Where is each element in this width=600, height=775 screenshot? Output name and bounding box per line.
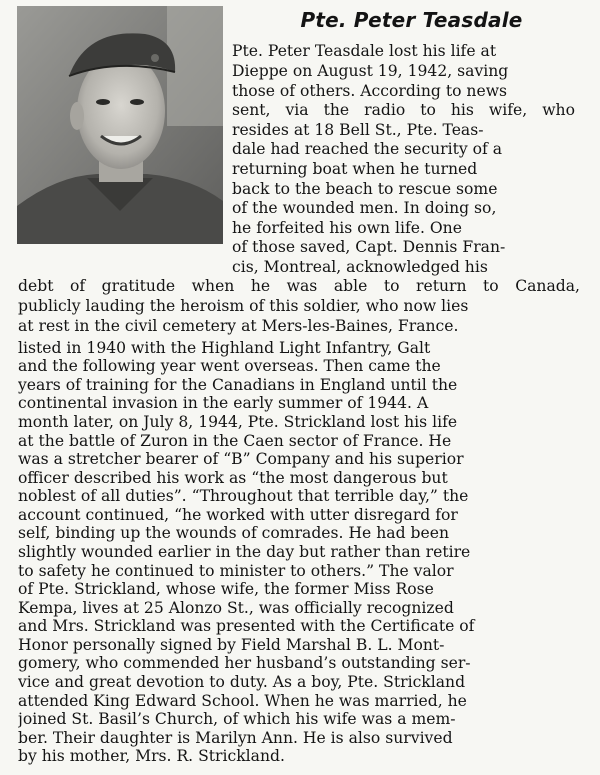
body-line: self, binding up the wounds of comrades. He had been (18, 524, 449, 542)
body-line: debt of gratitude when he was able to return to Canada, (18, 277, 580, 295)
body-line: ber. Their daughter is Marilyn Ann. He is also survived (18, 729, 453, 747)
body-line: dale had reached the security of a (232, 140, 503, 158)
body-line: listed in 1940 with the Highland Light Infantry, Galt (18, 339, 431, 357)
body-line: at the battle of Zuron in the Caen sector of France. He (18, 432, 452, 450)
body-line: cis, Montreal, acknowledged his (232, 258, 488, 276)
body-line: joined St. Basil’s Church, of which his wife was a mem- (18, 710, 456, 728)
body-line: vice and great devotion to duty. As a boy, Pte. Strickland (18, 673, 466, 691)
body-line: gomery, who commended her husband’s outstanding ser- (18, 654, 471, 672)
body-line: he forfeited his own life. One (232, 219, 462, 237)
body-line: those of others. According to news (232, 82, 508, 100)
body-line: sent, via the radio to his wife, who (232, 101, 575, 119)
body-line: Dieppe on August 19, 1942, saving (232, 62, 509, 80)
body-line: returning boat when he turned (232, 160, 478, 178)
body-line: back to the beach to rescue some (232, 180, 498, 198)
body-line: noblest of all duties”. “Throughout that terrible day,” the (18, 487, 469, 505)
body-line: month later, on July 8, 1944, Pte. Strickland lost his life (18, 413, 458, 431)
body-line: was a stretcher bearer of “B” Company and his superior (18, 450, 464, 468)
section-divider (18, 333, 580, 334)
article-title: Pte. Peter Teasdale (300, 8, 523, 32)
body-line: and the following year went overseas. Then came the (18, 357, 441, 375)
body-line: to safety he continued to minister to others.” The valor (18, 562, 454, 580)
portrait-photo-graphic (17, 6, 223, 244)
body-line: attended King Edward School. When he was married, he (18, 692, 467, 710)
body-line: Pte. Peter Teasdale lost his life at (232, 42, 497, 60)
body-line: at rest in the civil cemetery at Mers-les-Baines, France. (18, 317, 459, 335)
body-line: years of training for the Canadians in England until the (18, 376, 458, 394)
body-line: slightly wounded earlier in the day but rather than retire (18, 543, 471, 561)
body-line: Kempa, lives at 25 Alonzo St., was officially recognized (18, 599, 454, 617)
body-line: officer described his work as “the most dangerous but (18, 469, 448, 487)
body-line: publicly lauding the heroism of this soldier, who now lies (18, 297, 469, 315)
body-line: and Mrs. Strickland was presented with the Certificate of (18, 617, 475, 635)
body-line: of Pte. Strickland, whose wife, the former Miss Rose (18, 580, 434, 598)
body-line: account continued, “he worked with utter disregard for (18, 506, 458, 524)
body-line: Honor personally signed by Field Marshal B. L. Mont- (18, 636, 445, 654)
body-line: resides at 18 Bell St., Pte. Teas- (232, 121, 484, 139)
body-line: of the wounded men. In doing so, (232, 199, 497, 217)
body-line: continental invasion in the early summer of 1944. A (18, 394, 429, 412)
body-line: by his mother, Mrs. R. Strickland. (18, 747, 285, 765)
portrait-photo (17, 6, 223, 244)
body-line: of those saved, Capt. Dennis Fran- (232, 238, 506, 256)
